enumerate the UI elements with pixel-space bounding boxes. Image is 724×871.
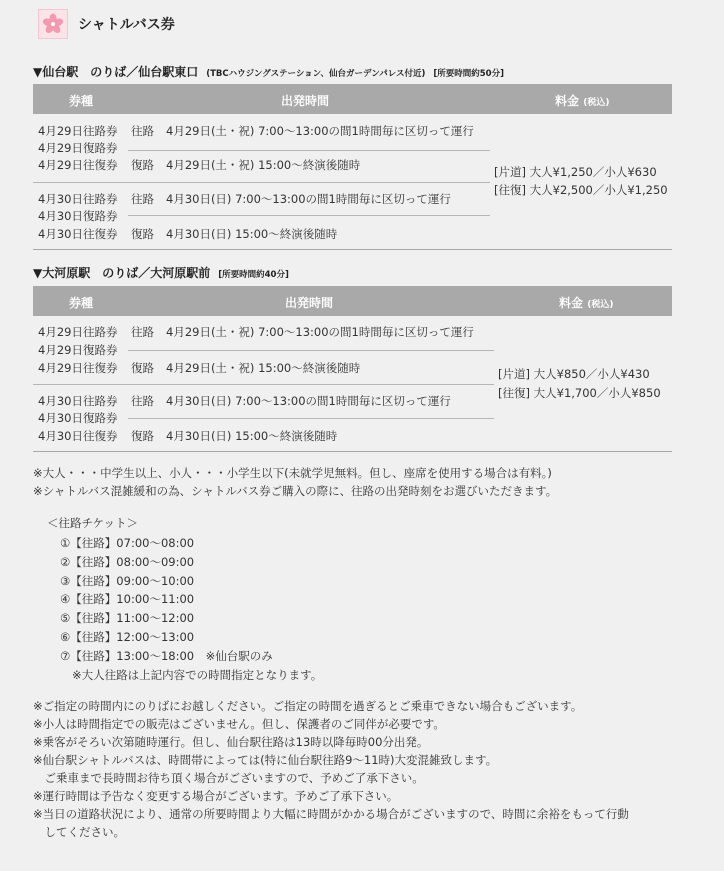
note-line: ※乗客がそろい次第随時運行。但し、仙台駅往路は13時以降毎時00分出発。	[33, 735, 429, 749]
fare-one-way: [片道] 大人¥1,250／小人¥630	[494, 165, 657, 179]
group-divider	[33, 384, 494, 385]
header-departure: 出発時間	[281, 94, 330, 108]
header-ticket-type: 券種	[69, 296, 94, 310]
table-cell: 4月29日往路券	[38, 124, 118, 138]
table-cell: 4月30日(日) 7:00～13:00の間1時間毎に区切って運行	[166, 192, 451, 206]
page-title-row	[38, 8, 175, 40]
route-duration: [所要時間約50分]	[433, 69, 504, 79]
table-cell: 4月29日往路券	[38, 325, 118, 339]
note-line: ※当日の道路状況により、通常の所要時間より大幅に時間がかかる場合がございますので、時間に余裕をもって行動	[33, 807, 629, 821]
table-cell: 復路	[131, 361, 154, 375]
row-divider	[128, 418, 494, 419]
row-divider	[128, 350, 494, 351]
table-header-ogawara	[33, 286, 672, 316]
route-heading-text: ▼仙台駅 のりば／仙台駅東口	[33, 65, 199, 79]
table-cell: 4月29日往復券	[38, 361, 118, 375]
table-header-sendai	[33, 84, 672, 114]
cherry-blossom-icon	[38, 9, 68, 39]
ticket-item: ③【往路】09:00～10:00	[60, 573, 195, 588]
header-departure: 出発時間	[285, 296, 334, 310]
route-heading-text: ▼大河原駅 のりば／大河原駅前	[33, 266, 211, 280]
notes-top	[33, 464, 557, 500]
ticket-item: ⑦【往路】13:00～18:00 ※仙台駅のみ	[60, 648, 273, 663]
page-title: シャトルバス券	[78, 17, 175, 33]
row-divider	[128, 150, 490, 151]
note-line: ※小人は時間指定での販売はございません。但し、保護者のご同伴が必要です。	[33, 717, 445, 731]
table-cell: 4月30日(日) 7:00～13:00の間1時間毎に区切って運行	[166, 394, 451, 408]
table-cell: 往路	[131, 394, 154, 408]
table-cell: 復路	[131, 429, 154, 443]
table-cell: 復路	[131, 227, 154, 241]
table-cell: 4月30日復路券	[38, 411, 118, 425]
ticket-item: ⑤【往路】11:00～12:00	[60, 611, 195, 626]
route-heading-ogawara	[33, 264, 289, 281]
header-ticket-type: 券種	[69, 94, 94, 108]
ticket-item: ⑥【往路】12:00～13:00	[60, 629, 195, 644]
ticket-footnote: ※大人往路は上記内容での時間指定となります。	[72, 668, 323, 682]
table-cell: 復路	[131, 158, 154, 172]
table-bottom-border	[33, 451, 672, 452]
note-line: ※仙台駅シャトルバスは、時間帯によっては(特に仙台駅往路9～11時)大変混雑致します。	[33, 753, 498, 767]
table-cell: 4月29日復路券	[38, 343, 118, 357]
table-cell: 4月30日往路券	[38, 394, 118, 408]
fare-round-trip: [往復] 大人¥2,500／小人¥1,250	[494, 183, 668, 197]
table-cell: 往路	[131, 192, 154, 206]
ticket-item: ④【往路】10:00～11:00	[60, 592, 195, 607]
note-line: ※運行時間は予告なく変更する場合がございます。予めご了承下さい。	[33, 789, 399, 803]
table-cell: 4月29日往復券	[38, 158, 118, 172]
table-cell: 4月29日(土・祝) 7:00～13:00の間1時間毎に区切って運行	[166, 325, 474, 339]
header-fare: 料金 (税込)	[559, 296, 614, 310]
note-line: してください。	[33, 825, 125, 839]
table-cell: 4月30日(日) 15:00～終演後随時	[166, 227, 338, 241]
table-cell: 4月29日(土・祝) 7:00～13:00の間1時間毎に区切って運行	[166, 124, 474, 138]
table-cell: 4月29日復路券	[38, 141, 118, 155]
table-bottom-border	[33, 249, 672, 250]
table-cell: 4月30日往復券	[38, 227, 118, 241]
ticket-item: ①【往路】07:00～08:00	[60, 536, 195, 550]
table-cell: 4月30日往復券	[38, 429, 118, 443]
table-cell: 往路	[131, 124, 154, 138]
ticket-item: ②【往路】08:00～09:00	[60, 554, 195, 569]
note-line: ※シャトルバス混雑緩和の為、シャトルバス券ご購入の際に、往路の出発時刻をお選びいただきます。	[33, 484, 558, 498]
table-cell: 4月30日往路券	[38, 192, 118, 206]
route-duration: [所要時間約40分]	[218, 270, 289, 280]
ticket-list	[60, 534, 273, 666]
table-cell: 4月30日復路券	[38, 209, 118, 223]
ticket-heading: ＜往路チケット＞	[47, 516, 138, 530]
table-cell: 4月29日(土・祝) 15:00～終演後随時	[166, 361, 361, 375]
notes-bottom	[33, 697, 629, 841]
fare-round-trip: [往復] 大人¥1,700／小人¥850	[498, 386, 661, 400]
route-heading-sub: (TBCハウジングステーション、仙台ガーデンパレス付近)	[206, 69, 426, 79]
table-cell: 4月30日(日) 15:00～終演後随時	[166, 429, 338, 443]
row-divider	[128, 215, 490, 216]
note-line: ※ご指定の時間内にのりばにお越しください。ご指定の時間を過ぎるとご乗車できない場合もございます。	[33, 699, 583, 713]
group-divider	[33, 182, 490, 183]
fare-one-way: [片道] 大人¥850／小人¥430	[498, 367, 650, 381]
route-heading-sendai	[33, 63, 504, 80]
table-cell: 4月29日(土・祝) 15:00～終演後随時	[166, 158, 361, 172]
table-cell: 往路	[131, 325, 154, 339]
note-line: ※大人・・・中学生以上、小人・・・小学生以下(未就学児無料。但し、座席を使用する場合は有料。)	[33, 466, 552, 480]
note-line: ご乗車まで長時間お待ち頂く場合がございますので、予めご了承下さい。	[33, 771, 424, 785]
header-fare: 料金 (税込)	[555, 94, 610, 108]
